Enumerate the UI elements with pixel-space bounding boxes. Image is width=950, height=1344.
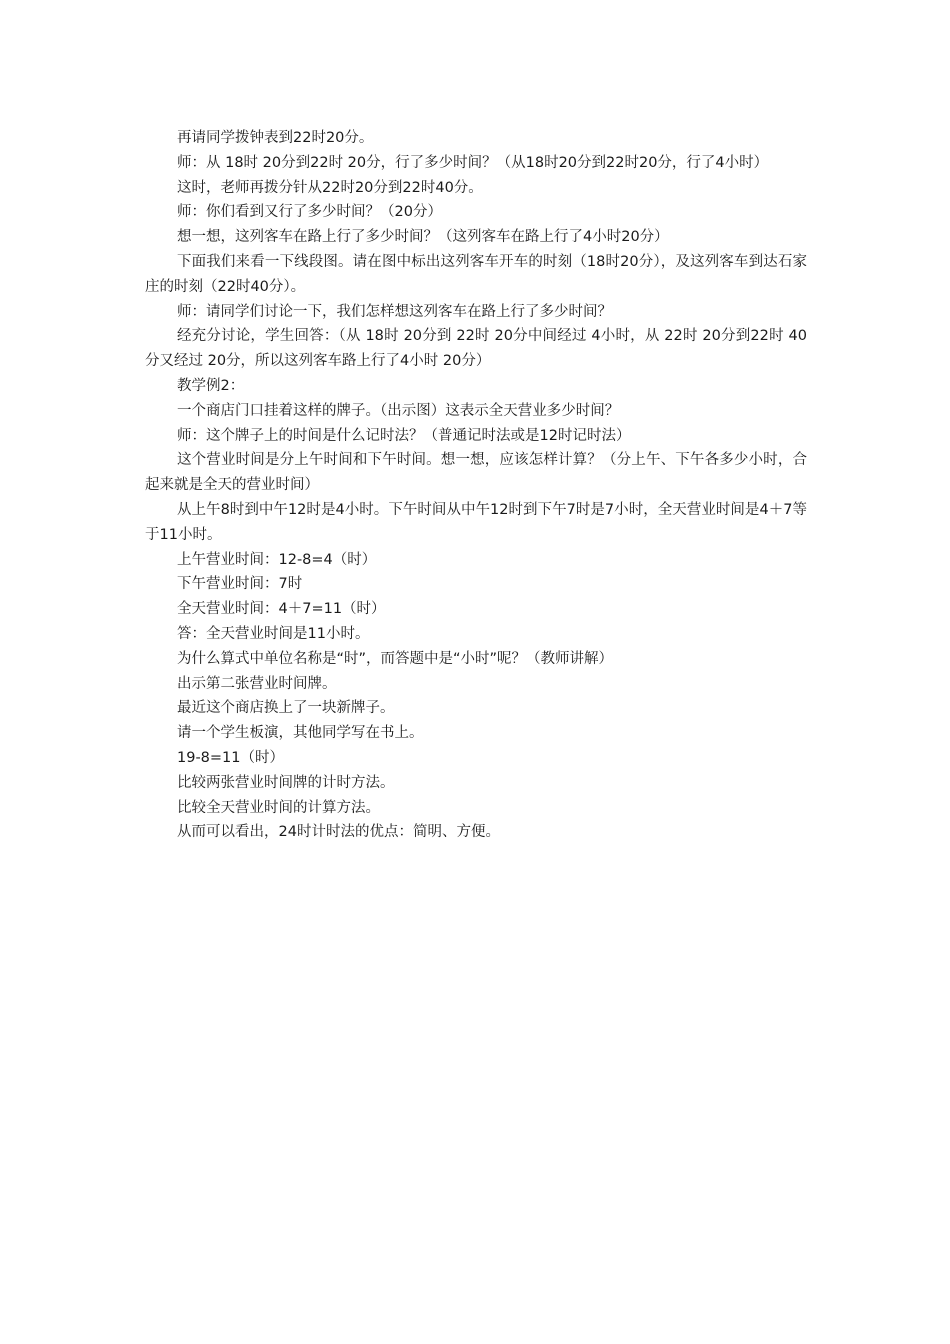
paragraph: 师：从 18时 20分到22时 20分，行了多少时间？（从18时20分到22时20分，行了4小时） <box>177 154 769 171</box>
paragraph: 最近这个商店换上了一块新牌子。 <box>177 700 395 717</box>
formula-line: 全天营业时间：4＋7=11（时） <box>177 601 386 618</box>
paragraph: 师：请同学们讨论一下，我们怎样想这列客车在路上行了多少时间？ <box>177 303 612 320</box>
paragraph: 师：你们看到又行了多少时间？（20分） <box>177 204 442 221</box>
paragraph: 再请同学拨钟表到22时20分。 <box>177 130 374 146</box>
paragraph: 出示第二张营业时间牌。 <box>177 675 337 692</box>
paragraph: 这个营业时间是分上午时间和下午时间。想一想，应该怎样计算？（分上午、下午各多少小时，合起来就是全天的营业时间） <box>145 452 807 494</box>
paragraph: 比较全天营业时间的计算方法。 <box>177 799 380 816</box>
paragraph: 师：这个牌子上的时间是什么记时法？（普通记时法或是12时记时法） <box>177 427 631 444</box>
section-heading: 教学例2： <box>177 377 245 394</box>
formula-line: 19-8=11（时） <box>177 749 285 766</box>
paragraph: 这时，老师再拨分针从22时20分到22时40分。 <box>177 179 483 196</box>
paragraph: 请一个学生板演，其他同学写在书上。 <box>177 725 424 742</box>
formula-line: 下午营业时间：7时 <box>177 576 303 593</box>
paragraph: 为什么算式中单位名称是“时”，而答题中是“小时”呢？（教师讲解） <box>177 650 614 667</box>
paragraph: 从而可以看出，24时计时法的优点：简明、方便。 <box>177 824 500 841</box>
formula-line: 上午营业时间：12-8=4（时） <box>177 551 377 568</box>
document-body <box>145 126 807 845</box>
paragraph: 比较两张营业时间牌的计时方法。 <box>177 774 395 791</box>
paragraph: 从上午8时到中午12时是4小时。下午时间从中午12时到下午7时是7小时，全天营业时间是4＋7等于11小时。 <box>145 501 808 543</box>
paragraph: 下面我们来看一下线段图。请在图中标出这列客车开车的时刻（18时20分），及这列客车到达石家庄的时刻（22时40分）。 <box>145 253 807 295</box>
paragraph: 一个商店门口挂着这样的牌子。（出示图）这表示全天营业多少时间？ <box>177 402 620 419</box>
answer-line: 答：全天营业时间是11小时。 <box>177 625 370 642</box>
paragraph: 想一想，这列客车在路上行了多少时间？（这列客车在路上行了4小时20分） <box>177 229 669 246</box>
paragraph: 经充分讨论，学生回答：（从 18时 20分到 22时 20分中间经过 4小时，从 22时 20分到22时 40分又经过 20分，所以这列客车路上行了4小时 20分） <box>145 328 807 370</box>
